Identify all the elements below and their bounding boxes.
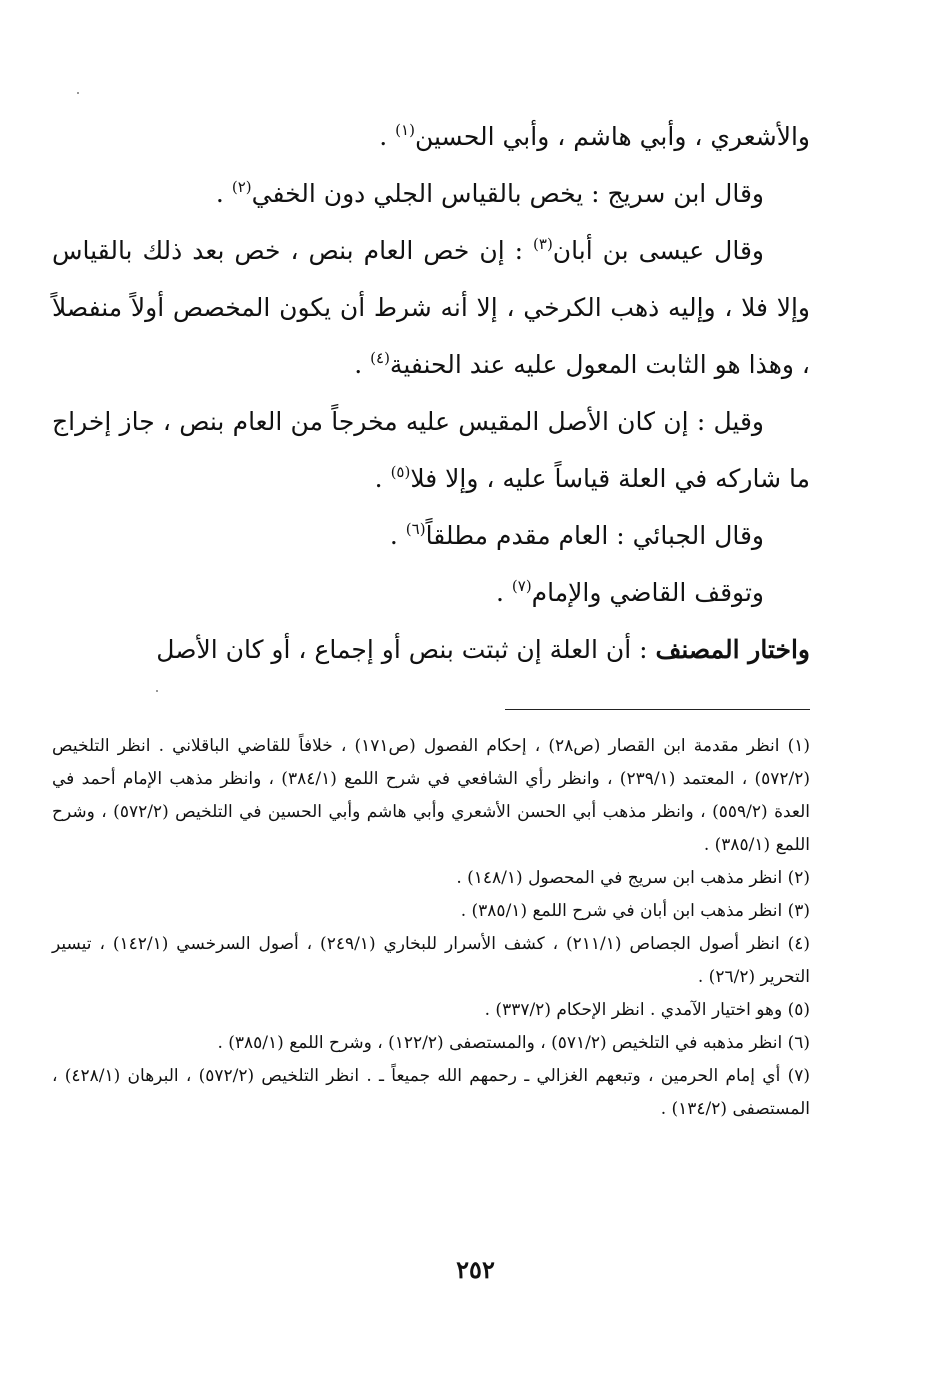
footnote-1: (١) انظر مقدمة ابن القصار (ص٢٨) ، إحكام الفصول (ص١٧١) ، خلافاً للقاضي الباقلاني . انظر التلخيص (٥٧٢/٢) ، المعتمد (٢٣٩/١) ، وانظر رأي الشافعي في شرح اللمع (٣٨٤/١) ، وانظر مذهب الإمام أحمد في العدة (٥٥٩/٢) ، وانظر مذهب أبي الحسن الأشعري وأبي هاشم وأبي الحسين في التلخيص (٥٧٢/٢) ، وشرح اللمع (٣٨٥/١) .: [52, 736, 811, 855]
footnote-ref-6: (٦): [405, 520, 426, 538]
main-text: [52, 108, 810, 678]
paragraph-1: [52, 108, 810, 165]
paragraph-text: وقال عيسى بن أبان: [552, 236, 764, 265]
footnote-4: (٤) انظر أصول الجصاص (٢١١/١) ، كشف الأسرار للبخاري (٢٤٩/١) ، أصول السرخسي (١٤٢/١) ، تيسير التحرير (٢٦/٢) .: [52, 934, 810, 987]
footnote-2: (٢) انظر مذهب ابن سريج في المحصول (١٤٨/١) .: [456, 868, 810, 888]
footnote-ref-4: (٤): [370, 349, 390, 367]
paragraph-text: والأشعري ، وأبي هاشم ، وأبي الحسين: [414, 122, 810, 151]
paragraph-text: : إن خص العام بنص ، خص بعد ذلك بالقياس وإلا فلا ، وإليه ذهب الكرخي ، إلا أنه شرط أن يكون المخصص أولاً منفصلاً ، وهذا هو الثابت المعول عليه عند الحنفية: [52, 236, 810, 379]
paragraph-text: وقيل : إن كان الأصل المقيس عليه مخرجاً من العام بنص ، جاز إخراج ما شاركه في العلة قياساً عليه ، وإلا فلا: [52, 407, 810, 493]
paragraph-3: [52, 222, 810, 393]
paragraph-text: وقال ابن سريج : يخص بالقياس الجلي دون الخفي: [251, 179, 764, 208]
scan-speck: [77, 92, 79, 94]
paragraph-4: [52, 393, 810, 507]
paragraph-5: [52, 507, 810, 564]
paragraph-text: : أن العلة إن ثبتت بنص أو إجماع ، أو كان الأصل: [156, 635, 656, 664]
footnotes: [52, 730, 810, 1126]
footnote-ref-5: (٥): [390, 463, 411, 481]
scan-speck: [156, 690, 158, 692]
paragraph-2: [52, 165, 810, 222]
paragraph-7: [52, 621, 810, 678]
footnote-ref-3: (٣): [533, 235, 553, 253]
paragraph-text: وقال الجبائي : العام مقدم مطلقاً: [425, 521, 764, 550]
paragraph-end: .: [495, 578, 512, 607]
bold-lead: واختار المصنف: [655, 635, 810, 664]
paragraph-text: وتوقف القاضي والإمام: [531, 578, 764, 607]
paragraph-end: .: [389, 521, 406, 550]
paragraph-end: .: [374, 464, 391, 493]
footnote-ref-1: (١): [395, 121, 415, 139]
paragraph-end: .: [354, 350, 371, 379]
footnote-ref-2: (٢): [231, 178, 252, 196]
footnote-5: (٥) وهو اختيار الآمدي . انظر الإحكام (٣٣٧/٢) .: [484, 1000, 810, 1020]
paragraph-6: [52, 564, 810, 621]
footnote-7: (٧) أي إمام الحرمين ، وتبعهم الغزالي ـ رحمهم الله جميعاً ـ . انظر التلخيص (٥٧٢/٢) ، البرهان (٤٢٨/١) ، المستصفى (١٣٤/٢) .: [52, 1066, 810, 1119]
footnote-separator: [505, 709, 810, 710]
paragraph-end: .: [215, 179, 232, 208]
paragraph-end: .: [379, 122, 396, 151]
footnote-6: (٦) انظر مذهبه في التلخيص (٥٧١/٢) ، والمستصفى (١٢٢/٢) ، وشرح اللمع (٣٨٥/١) .: [217, 1033, 810, 1053]
footnote-ref-7: (٧): [511, 577, 532, 595]
page-number: ٢٥٢: [456, 1255, 495, 1284]
footnote-3: (٣) انظر مذهب ابن أبان في شرح اللمع (٣٨٥/١) .: [460, 901, 810, 921]
